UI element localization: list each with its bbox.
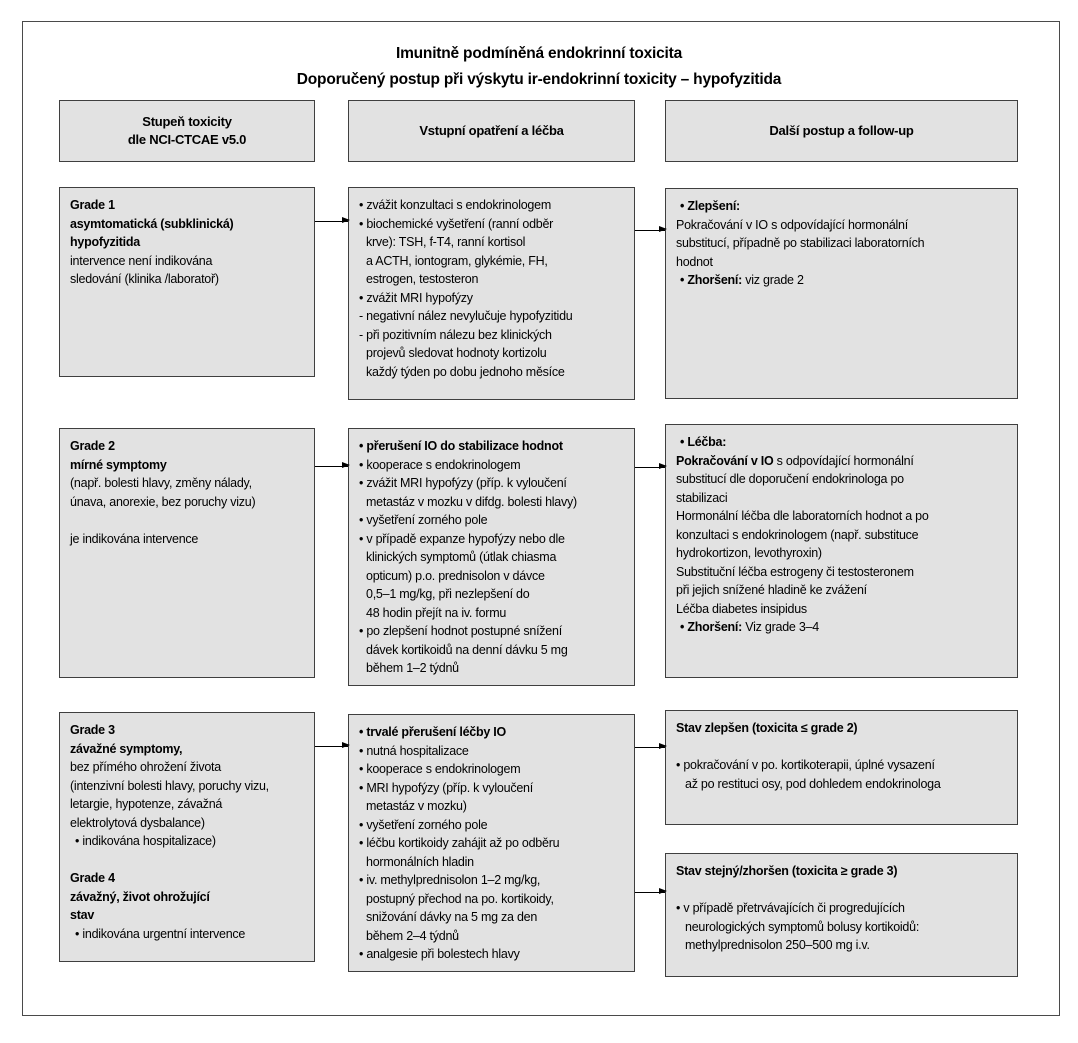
text-line: krve): TSH, f-T4, ranní kortisol	[366, 235, 526, 249]
text-line	[676, 738, 1007, 757]
text-line: mírné symptomy	[70, 457, 167, 472]
text-line: • kooperace s endokrinologem	[359, 762, 521, 776]
text-line: 0,5–1 mg/kg, při nezlepšení do	[366, 587, 530, 601]
diagram-subtitle: Doporučený postup při výskytu ir-endokrinní toxicity – hypofyzitida	[296, 71, 782, 88]
text-line: závažný, život ohrožující	[70, 889, 210, 904]
header-toxicity-grade	[59, 100, 315, 162]
text-line: • vyšetření zorného pole	[359, 513, 488, 527]
grade34-followup-worsened-box	[665, 853, 1018, 977]
text-line: hydrokortizon, levothyroxin)	[676, 546, 822, 560]
text-line: dle NCI-CTCAE v5.0	[127, 132, 247, 147]
grade2-criteria-box	[59, 428, 315, 678]
text-line: Grade 1	[70, 198, 115, 212]
grade2-measures-box	[348, 428, 635, 686]
grade1-criteria-box	[59, 187, 315, 377]
arrow-grade2-to-measures	[315, 466, 348, 467]
text-line	[70, 851, 304, 870]
text-line: • iv. methylprednisolon 1–2 mg/kg,	[359, 873, 541, 887]
arrow-grade34-to-followup-worsened	[635, 892, 665, 893]
text-line: substitucí, případně po stabilizaci laboratorních	[676, 236, 925, 250]
text-line: postupný přechod na po. kortikoidy,	[366, 891, 554, 906]
text-line: Pokračování v IO s odpovídající hormonální	[676, 217, 908, 232]
text-line: a ACTH, iontogram, glykémie, FH,	[366, 253, 548, 268]
arrow-grade34-to-followup-improved	[635, 747, 665, 748]
text-line: únava, anorexie, bez poruchy vizu)	[70, 494, 256, 509]
text-line: • v případě expanze hypofýzy nebo dle	[359, 531, 565, 546]
text-line: estrogen, testosteron	[366, 272, 479, 286]
text-line: metastáz v mozku v difdg. bolesti hlavy)	[366, 494, 577, 509]
grade1-followup-box	[665, 188, 1018, 399]
text-line: konzultaci s endokrinologem (např. substituce	[676, 527, 919, 542]
grade34-criteria-box	[59, 712, 315, 962]
text-line: • po zlepšení hodnot postupné snížení	[359, 624, 562, 638]
text-line: • MRI hypofýzy (příp. k vyloučení	[359, 780, 533, 795]
text-line: metastáz v mozku)	[366, 799, 467, 813]
text-line: Grade 2	[70, 439, 115, 453]
text-line: neurologických symptomů bolusy kortikoidů:	[685, 919, 920, 934]
text-line: Hormonální léčba dle laboratorních hodnot a po	[676, 509, 929, 523]
text-line	[70, 511, 304, 530]
grade34-followup-improved-box	[665, 710, 1018, 825]
text-line: hodnot	[676, 254, 713, 269]
text-line: • indikována hospitalizace)	[75, 834, 216, 848]
text-line: Vstupní opatření a léčba	[419, 122, 564, 138]
arrow-grade1-to-measures	[315, 221, 348, 222]
text-line: závažné symptomy,	[70, 741, 183, 756]
text-line: Stav zlepšen (toxicita ≤ grade 2)	[676, 721, 858, 735]
text-line: • léčbu kortikoidy zahájit až po odběru	[359, 836, 560, 850]
text-line: Pokračování v IO s odpovídající hormonální	[676, 453, 914, 468]
text-line: stabilizaci	[676, 490, 728, 505]
text-line: • kooperace s endokrinologem	[359, 457, 521, 472]
text-line: • analgesie při bolestech hlavy	[359, 947, 520, 961]
text-line: snižování dávky na 5 mg za den	[366, 910, 538, 924]
text-line: substitucí dle doporučení endokrinologa po	[676, 472, 904, 486]
text-line	[676, 881, 1007, 900]
text-line: každý týden po dobu jednoho měsíce	[366, 364, 565, 379]
text-line: projevů sledovat hodnoty kortizolu	[366, 346, 547, 360]
text-line: • Zlepšení:	[680, 199, 740, 213]
grade1-measures-box	[348, 187, 635, 400]
text-line: během 1–2 týdnů	[366, 661, 459, 675]
text-line: • zvážit MRI hypofýzy (příp. k vyloučení	[359, 476, 567, 490]
text-line: • pokračování v po. kortikoterapii, úplné vysazení	[676, 758, 935, 772]
text-line: Grade 3	[70, 723, 115, 737]
diagram-title: Imunitně podmíněná endokrinní toxicita	[395, 45, 683, 62]
text-line: klinických symptomů (útlak chiasma	[366, 550, 557, 564]
text-line: 48 hodin přejít na iv. formu	[366, 605, 507, 620]
header-follow-up	[665, 100, 1018, 162]
text-line: • v případě přetrvávajících či progredujících	[676, 901, 905, 915]
text-line: sledování (klinika /laboratoř)	[70, 272, 219, 286]
grade34-measures-box	[348, 714, 635, 972]
text-line: hypofyzitida	[70, 235, 140, 249]
text-line: Stav stejný/zhoršen (toxicita ≥ grade 3)	[676, 864, 898, 878]
text-line: methylprednisolon 250–500 mg i.v.	[685, 938, 870, 952]
text-line: • nutná hospitalizace	[359, 743, 469, 758]
text-line: hormonálních hladin	[366, 854, 474, 869]
text-line: • Léčba:	[680, 435, 727, 449]
text-line: • Zhoršení: Viz grade 3–4	[680, 620, 819, 634]
text-line: elektrolytová dysbalance)	[70, 815, 205, 830]
text-line: • Zhoršení: viz grade 2	[680, 273, 804, 287]
text-line: opticum) p.o. prednisolon v dávce	[366, 568, 545, 583]
text-line: až po restituci osy, pod dohledem endokrinologa	[685, 776, 941, 791]
text-line: - při pozitivním nálezu bez klinických	[359, 327, 552, 342]
text-line: • trvalé přerušení léčby IO	[359, 725, 506, 739]
text-line: Stupeň toxicity	[142, 113, 232, 129]
text-line: Grade 4	[70, 871, 115, 885]
text-line: • vyšetření zorného pole	[359, 817, 488, 832]
text-line: intervence není indikována	[70, 253, 213, 268]
text-line: • biochemické vyšetření (ranní odběr	[359, 216, 554, 231]
text-line: • přerušení IO do stabilizace hodnot	[359, 439, 563, 453]
text-line: (např. bolesti hlavy, změny nálady,	[70, 476, 252, 490]
text-line: Další postup a follow-up	[769, 122, 914, 138]
arrow-grade34-to-measures	[315, 746, 348, 747]
text-line: • indikována urgentní intervence	[75, 926, 246, 941]
text-line: dávek kortikoidů na denní dávku 5 mg	[366, 642, 568, 657]
text-line: letargie, hypotenze, závažná	[70, 797, 223, 811]
text-line: při jejich snížené hladině ke zvážení	[676, 583, 867, 597]
text-line: asymtomatická (subklinická)	[70, 216, 234, 231]
arrow-grade1-to-followup	[635, 230, 665, 231]
header-initial-measures	[348, 100, 635, 162]
arrow-grade2-to-followup	[635, 467, 665, 468]
text-line: (intenzivní bolesti hlavy, poruchy vizu,	[70, 778, 269, 793]
text-line: je indikována intervence	[70, 531, 199, 546]
text-line: bez přímého ohrožení života	[70, 760, 221, 774]
text-line: Léčba diabetes insipidus	[676, 601, 807, 616]
grade2-followup-box	[665, 424, 1018, 678]
text-line: Substituční léčba estrogeny či testosteronem	[676, 564, 914, 579]
text-line: • zvážit MRI hypofýzy	[359, 290, 473, 305]
text-line: • zvážit konzultaci s endokrinologem	[359, 198, 552, 212]
text-line: během 2–4 týdnů	[366, 928, 459, 943]
text-line: stav	[70, 908, 95, 922]
text-line: - negativní nález nevylučuje hypofyzitidu	[359, 309, 573, 323]
